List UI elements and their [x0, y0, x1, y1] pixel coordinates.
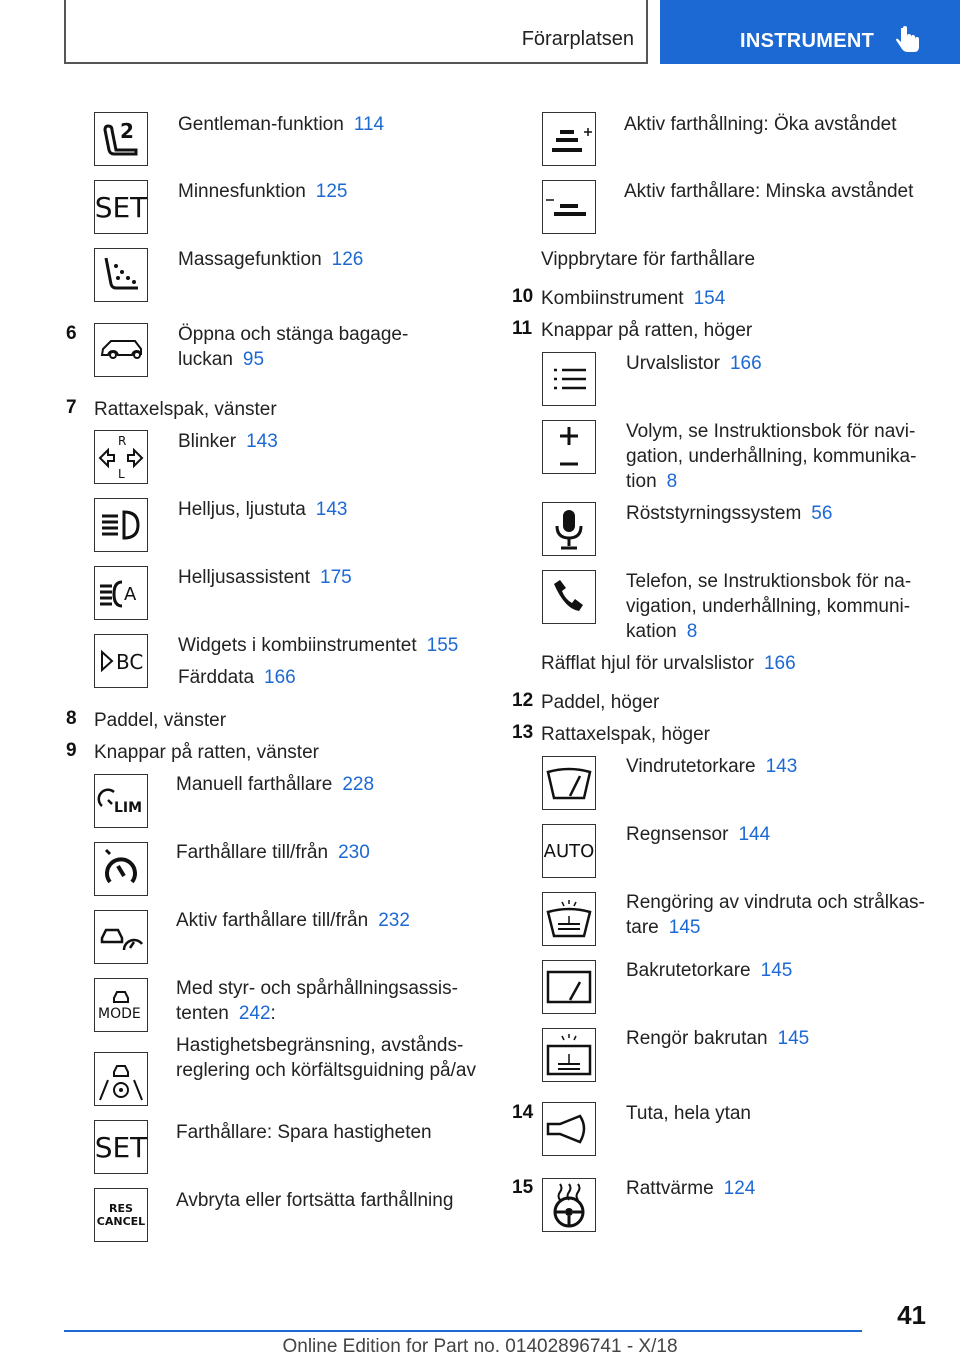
item-number: 7 [66, 397, 77, 418]
windshield-wiper-icon [542, 756, 596, 810]
list-item: Helljusassistent 175 [178, 567, 352, 588]
page-link[interactable]: 166 [763, 653, 796, 674]
list-item: Vippbrytare för farthållare [541, 249, 756, 270]
lane-guidance-icon [94, 1052, 148, 1106]
svg-text:RES: RES [109, 1202, 133, 1215]
list-item: Farthållare till/från 230 [176, 842, 370, 863]
auto-icon: AUTO [542, 824, 596, 878]
page-link[interactable]: 242 [238, 1003, 271, 1024]
page-number: 41 [897, 1300, 926, 1330]
item-heading: Kombiinstrument 154 [541, 288, 726, 309]
horn-icon [542, 1102, 596, 1156]
svg-text:R: R [118, 434, 127, 448]
res-cancel-icon [94, 1188, 148, 1242]
list-item: Telefon, se Instruktionsbok för na- vigation, underhållning, kommuni- kation 8 [626, 571, 912, 642]
svg-text:CANCEL: CANCEL [96, 1215, 146, 1228]
list-item: Manuell farthållare 228 [176, 774, 375, 795]
list-item: Aktiv farthållare: Minska avståndet [624, 181, 914, 202]
page-link[interactable]: 230 [338, 842, 370, 863]
item-number: 15 [512, 1177, 534, 1198]
list-item: Aktiv farthållare till/från 232 [176, 910, 410, 931]
list-item: Volym, se Instruktionsbok för navi- gation, underhållning, kommunika- tion 8 [626, 421, 917, 492]
list-item: Rengör bakrutan 145 [626, 1028, 810, 1049]
page-link[interactable]: 125 [315, 181, 348, 202]
set-speed-icon: SET [94, 1120, 148, 1174]
icon-text-2: 2 [120, 119, 134, 143]
item-number: 12 [512, 690, 534, 711]
item-number: 8 [66, 708, 77, 729]
page-link[interactable]: 8 [686, 621, 698, 642]
list-item: Bakrutetorkare 145 [626, 960, 793, 981]
page-link[interactable]: 145 [760, 960, 793, 981]
list-item: Regnsensor 144 [626, 824, 771, 845]
item-heading: Knappar på ratten, vänster [94, 742, 319, 763]
item-number: 11 [512, 318, 533, 339]
list-item: Vindrutetorkare 143 [626, 756, 798, 777]
list-item: Rattvärme 124 [626, 1178, 756, 1199]
list-item: Blinker 143 [178, 431, 278, 452]
page-link[interactable]: 145 [668, 917, 701, 938]
page-link[interactable]: 143 [246, 431, 278, 452]
cruise-control-icon [94, 842, 148, 896]
page-link[interactable]: 95 [242, 349, 265, 370]
list-icon [542, 352, 596, 406]
rear-wiper-icon [542, 960, 596, 1014]
page-link[interactable]: 155 [426, 635, 459, 656]
list-item: Rengöring av vindruta och strålkas- tare 145 [626, 892, 925, 938]
list-item: Tuta, hela ytan [626, 1103, 751, 1124]
turn-signal-icon [94, 430, 148, 484]
active-cruise-icon [94, 910, 148, 964]
list-item: Gentleman-funktion 114 [178, 114, 385, 135]
bc-widget-icon [94, 634, 148, 688]
mode-icon [94, 978, 148, 1032]
list-item: Urvalslistor 166 [626, 353, 762, 374]
page-link[interactable]: 126 [331, 249, 364, 270]
list-item: Öppna och stänga bagage- luckan 95 [178, 324, 409, 370]
page-link[interactable]: 114 [353, 114, 385, 135]
header-section-box [64, 0, 648, 64]
header-chapter-tab[interactable] [660, 0, 960, 64]
item-heading: Rattaxelspak, höger [541, 724, 710, 745]
footer-divider [64, 1330, 862, 1332]
svg-text:MODE: MODE [98, 1006, 141, 1022]
item-number: 10 [512, 286, 534, 307]
svg-text:L: L [118, 467, 125, 481]
microphone-icon [542, 502, 596, 556]
massage-seat-icon [94, 248, 148, 302]
page-link[interactable]: 232 [378, 910, 410, 931]
list-item: Aktiv farthållning: Öka avståndet [624, 114, 897, 135]
hand-pointer-icon [896, 26, 922, 54]
item-heading: Paddel, vänster [94, 710, 227, 731]
page-link[interactable]: 124 [723, 1178, 756, 1199]
page-link[interactable]: 154 [693, 288, 726, 309]
header-section-title: Förarplatsen [521, 28, 634, 50]
steering-wheel-heating-icon [542, 1178, 596, 1232]
item-number: 14 [512, 1102, 534, 1123]
volume-icon [542, 420, 596, 474]
item-number: 9 [66, 740, 77, 761]
page-link[interactable]: 175 [320, 567, 352, 588]
page-link[interactable]: 145 [777, 1028, 810, 1049]
svg-text:A: A [124, 584, 137, 605]
set-icon: SET [94, 180, 148, 234]
high-beam-assist-icon [94, 566, 148, 620]
svg-text:BC: BC [116, 650, 144, 674]
distance-increase-icon [542, 112, 596, 166]
list-item: Med styr- och spårhållningsassis- tenten 242: Hastighetsbegränsning, avstånds- reglering och körfältsguidning på/av [176, 978, 476, 1081]
phone-icon [542, 570, 596, 624]
tailgate-icon [94, 323, 148, 377]
item-heading: Paddel, höger [541, 692, 660, 713]
item-heading: Rattaxelspak, vänster [94, 399, 277, 420]
page-link[interactable]: 143 [765, 756, 798, 777]
page-link[interactable]: 228 [342, 774, 375, 795]
page-link[interactable]: 166 [264, 667, 296, 688]
windshield-washer-icon [542, 892, 596, 946]
page-link[interactable]: 8 [666, 471, 678, 492]
header-chapter-title: INSTRUMENT [740, 30, 875, 52]
item-number: 13 [512, 722, 534, 743]
list-item: Farthållare: Spara hastigheten [176, 1122, 432, 1143]
item-number: 6 [66, 323, 77, 344]
svg-text:LIM: LIM [114, 800, 143, 816]
page-link[interactable]: 166 [729, 353, 762, 374]
seat-memory-icon [94, 112, 148, 166]
list-item: Röststyrningssystem 56 [626, 503, 833, 524]
page-link[interactable]: 144 [738, 824, 771, 845]
list-item: Räfflat hjul för urvalslistor 166 [541, 653, 796, 674]
footer-edition: Online Edition for Part no. 01402896741 - X/18 [282, 1336, 678, 1357]
high-beam-icon [94, 498, 148, 552]
page-link[interactable]: 56 [811, 503, 833, 524]
list-item: Minnesfunktion 125 [178, 181, 348, 202]
speed-limiter-icon [94, 774, 148, 828]
page-link[interactable]: 143 [315, 499, 348, 520]
rear-washer-icon [542, 1028, 596, 1082]
distance-decrease-icon [542, 180, 596, 234]
list-item: Avbryta eller fortsätta farthållning [176, 1190, 454, 1211]
list-item: Massagefunktion 126 [178, 249, 364, 270]
list-item: Helljus, ljustuta 143 [178, 499, 348, 520]
item-heading: Knappar på ratten, höger [541, 320, 753, 341]
list-item: Widgets i kombiinstrumentet 155 Färddata 166 [178, 635, 459, 688]
